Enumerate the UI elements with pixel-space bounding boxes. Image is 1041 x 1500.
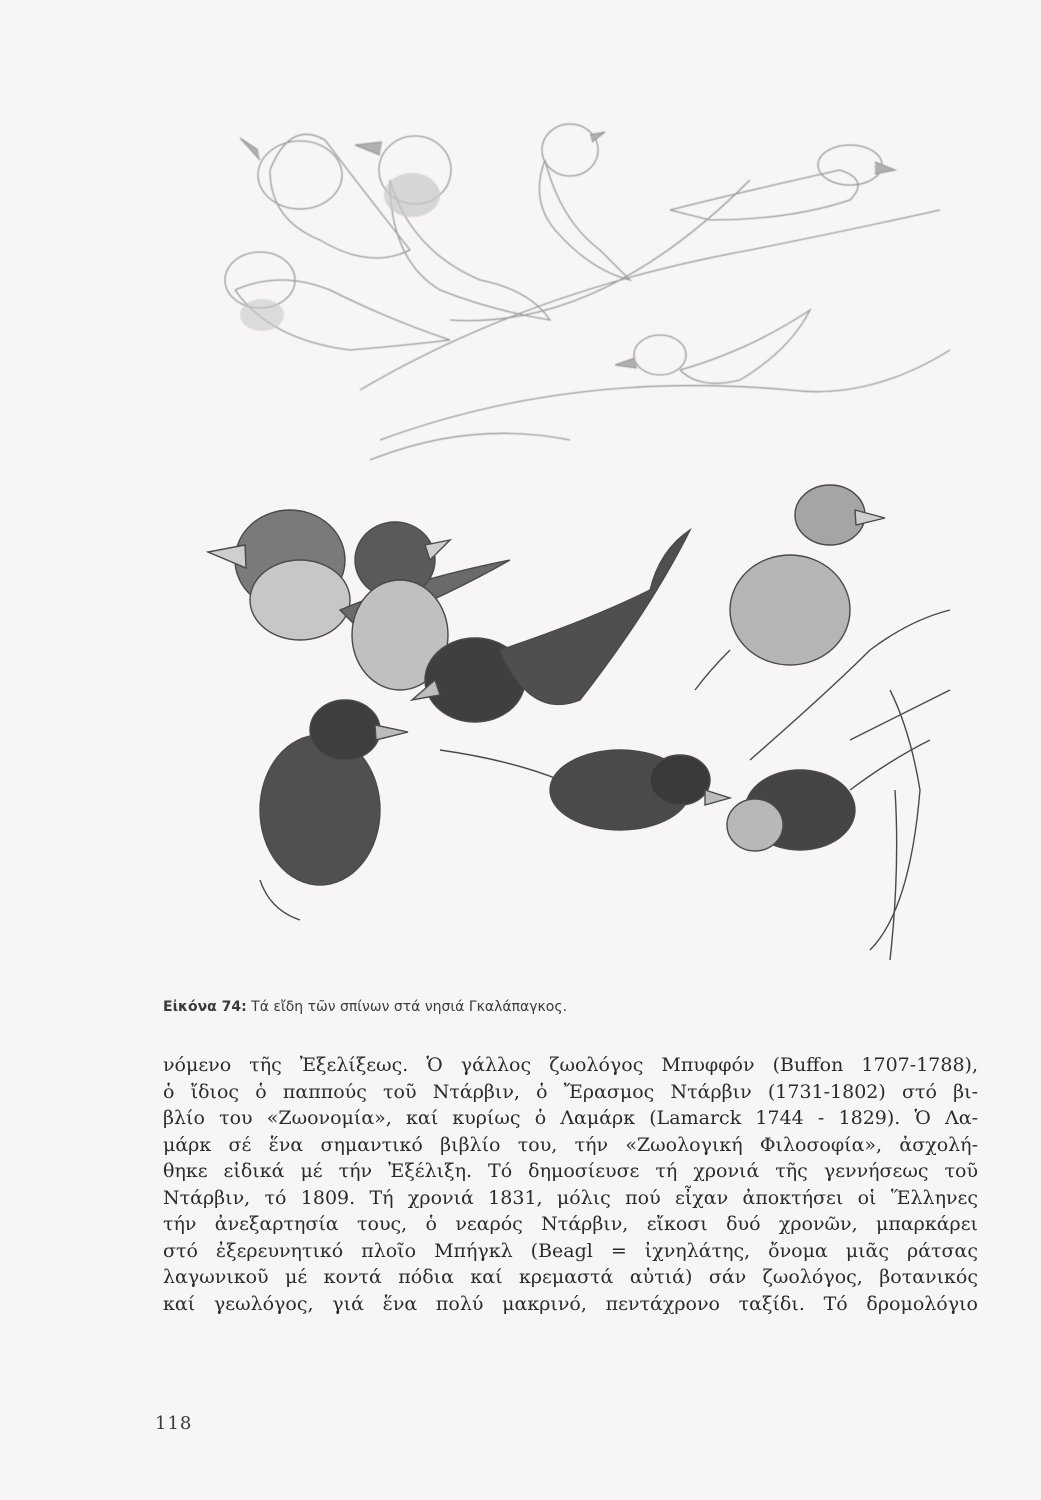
figure-label: Εἰκόνα 74: xyxy=(163,999,247,1015)
upper-finch-group xyxy=(225,124,950,460)
lower-finch-group xyxy=(208,485,950,960)
text-line: βλίο του «Ζωονομία», καί κυρίως ὁ Λαμάρκ (Lamarck 1744 - 1829). Ὁ Λα- xyxy=(163,1107,978,1129)
finch-upper-4 xyxy=(818,145,882,185)
finch-lower-4 xyxy=(730,555,850,665)
figure-caption-text: Τά εἴδη τῶν σπίνων στά νησιά Γκαλάπαγκος. xyxy=(251,999,568,1015)
figure-caption xyxy=(163,999,963,1015)
branch-upper-1 xyxy=(360,210,940,390)
text-line: ὁ ἴδιος ὁ παππούς τοῦ Ντάρβιν, ὁ Ἔρασμος Ντάρβιν (1731-1802) στό βι- xyxy=(163,1080,978,1103)
finch-illustration xyxy=(150,90,980,990)
finch-drawing xyxy=(150,90,980,990)
body-paragraph xyxy=(163,1052,978,1317)
text-line: μάρκ σέ ἕνα σημαντικό βιβλίο του, τήν «Ζωολογική Φιλοσοφία», ἀσχολή- xyxy=(163,1133,978,1156)
text-line: νόμενο τῆς Ἐξελίξεως. Ὁ γάλλος ζωολόγος Μπυφφόν (Buffon 1707-1788), xyxy=(163,1054,978,1076)
finch-upper-3 xyxy=(542,124,598,176)
branch-upper-2 xyxy=(380,350,950,440)
text-line: θηκε εἰδικά μέ τήν Ἐξέλιξη. Τό δημοσίευσε τή χρονιά τῆς γεννήσεως τοῦ xyxy=(163,1160,978,1182)
page-number: 118 xyxy=(155,1413,193,1434)
text-line: λαγωνικοῦ μέ κοντά πόδια καί κρεμαστά αὐτιά) σάν ζωολόγος, βοτανικός xyxy=(163,1266,978,1288)
text-line: τήν ἀνεξαρτησία τους, ὁ νεαρός Ντάρβιν, εἴκοσι δυό χρονῶν, μπαρκάρει xyxy=(163,1213,978,1235)
text-line: στό ἐξερευνητικό πλοῖο Μπήγκλ (Beagl = ἰχνηλάτης, ὄνομα μιᾶς ράτσας xyxy=(163,1239,978,1262)
text-line: καί γεωλόγος, γιά ἕνα πολύ μακρινό, πεντάχρονο ταξίδι. Τό δρομολόγιο xyxy=(163,1292,978,1315)
text-line: Ντάρβιν, τό 1809. Τή χρονιά 1831, μόλις πού εἶχαν ἀποκτήσει οἱ Ἕλληνες xyxy=(163,1186,978,1209)
finch-upper-6 xyxy=(634,335,686,375)
branch-upper-4 xyxy=(370,433,570,460)
finch-lower-5 xyxy=(260,735,380,885)
